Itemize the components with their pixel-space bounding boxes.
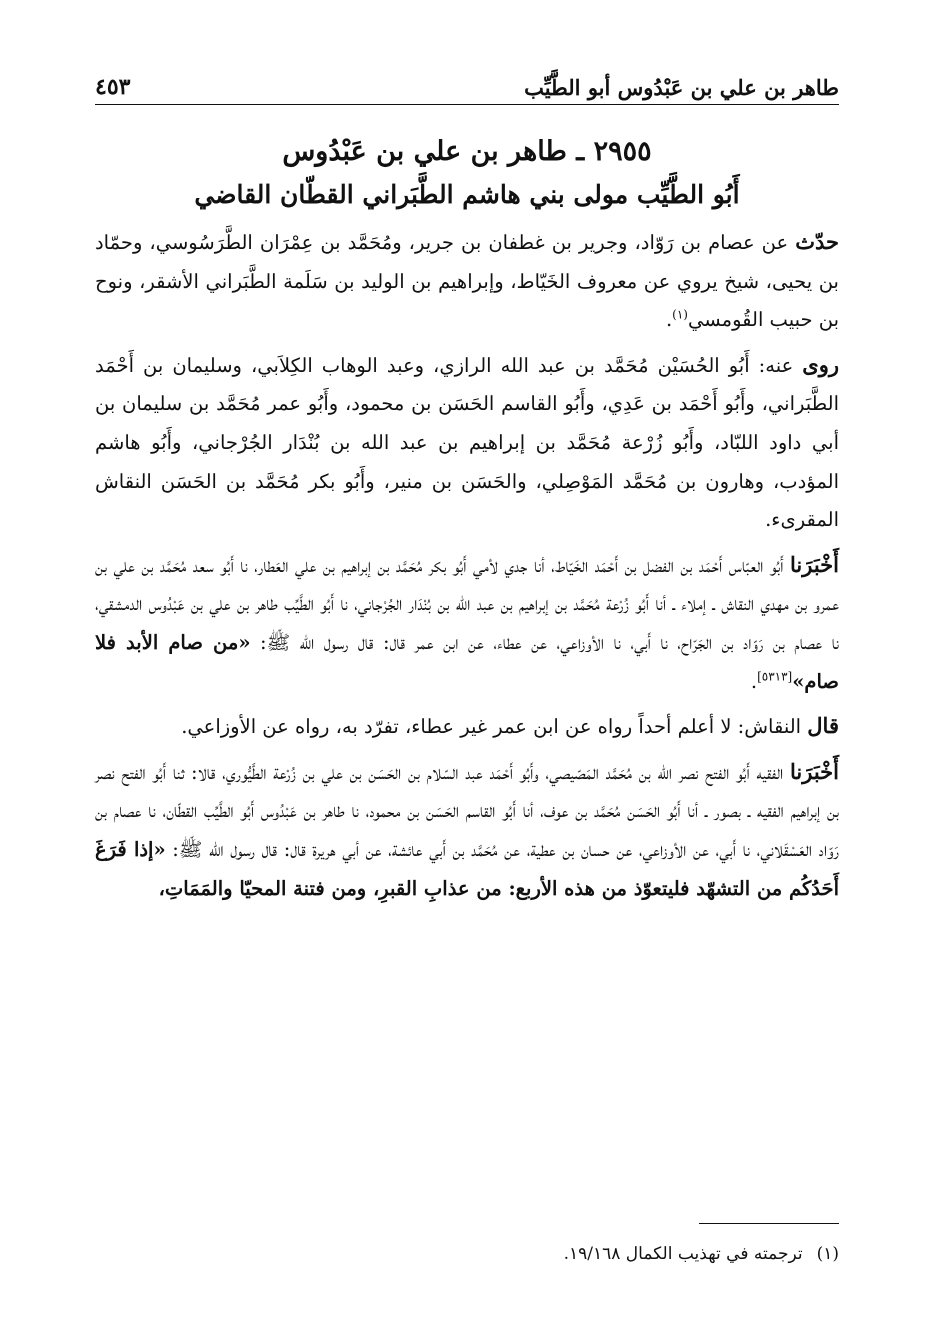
page-number: ٤٥٣ (95, 74, 131, 100)
entry-title: ٢٩٥٥ ـ طاهر بن علي بن عَبْدُوس (282, 136, 652, 167)
paragraph-text: عن عصام بن رَوّاد، وجرير بن غطفان بن جرير، ومُحَمَّد بن عِمْرَان الطَّرَسُوسي، وحمّاد بن يحيى، شيخ يروي عن معروف الخَيّاط، وإبراهيم بن الوليد بن سَلَمة الطَّبَراني الأشقر، ونوح بن حبيب القُومسي (95, 231, 839, 332)
footnote-reference: (١) (672, 307, 688, 322)
paragraph-lead: حدّث (795, 229, 839, 254)
paragraph-narrated (95, 223, 839, 340)
hadith-number: [٥٣١٣] (757, 669, 793, 684)
footnote-marker: (١) (816, 1244, 839, 1264)
footnote-text: ترجمته في تهذيب الكمال ١٩/١٦٨. (563, 1244, 803, 1264)
paragraph-lead: روى (802, 351, 839, 377)
footnote (95, 1240, 839, 1268)
paragraph-lead: أَخْبَرَنا (790, 758, 839, 784)
footnote-divider (699, 1223, 839, 1224)
paragraph-tail: . (665, 308, 673, 332)
hadith-quote: «إذا فَرَغَ أَحَدُكُم من التشهّد فليتعوّذ من هذه الأربع: من عذابِ القبرِ، ومن فتنة المحيّا والمَمَاتِ، (95, 837, 839, 900)
paragraph-narrators (95, 346, 839, 540)
running-title: طاهر بن علي بن عَبْدُوس أبو الطَّيِّب (524, 75, 839, 100)
paragraph-comment (95, 707, 839, 747)
paragraph-tail: . (750, 669, 758, 693)
paragraph-text: عنه: أَبُو الحُسَيْن مُحَمَّد بن عبد الله الرازي، وعبد الوهاب الكِلاَبي، وسليمان بن أَحْمَد الطَّبَراني، وأَبُو أَحْمَد بن عَدِي، وأَبُو القاسم الحَسَن بن محمود، وأَبُو عمر مُحَمَّد بن سليمان بن أبي داود اللبّاد، وأَبُو زُرْعة مُحَمَّد بن إبراهيم بن عبد الله بن بُنْدَار الجُرْجاني، وأَبُو هاشم المؤدب، وهارون بن مُحَمَّد المَوْصِلي، والحَسَن بن منير، وأَبُو بكر مُحَمَّد بن الحَسَن النقاش المقرىء. (95, 353, 839, 532)
paragraph-hadith-2 (95, 753, 839, 908)
entry-heading (95, 131, 839, 217)
paragraph-lead: قال (807, 713, 839, 739)
paragraph-text: الفقيه أَبُو الفتح نصر الله بن مُحَمَّد المَصّيصي، وأَبُو أَحْمَد عبد السّلام بن الحَسَن بن علي بن زُرْعة الطَّيُّوري، قالا: ثنا أَبُو الفتح نصر بن إبراهيم الفقيه ـ بصور ـ أنا أَبُو الحَسَن مُحَمَّد بن عوف، أنا أَبُو القاسم الحَسَن بن محمود، نا طاهر بن عَبْدُوس أَبُو الطَّيِّب القطّان، نا عصام بن رَوّاد العَسْقَلاني، نا أَبي، عن الأوزاعي، عن حسان بن عطية، عن مُحَمَّد بن أَبي عائشة، عن أبي هريرة قال: قال رسول الله ﷺ: (95, 760, 839, 861)
paragraph-text: أَبُو العبّاس أَحْمَد بن الفضل بن أَحْمَد الخَيّاط، أنا جدي لأمي أَبُو بكر مُحَمَّد بن إبراهيم بن علي العَطار، نا أَبُو سعد مُحَمَّد بن علي بن عمرو بن مهدي النقاش ـ إملاء ـ أنا أَبُو زُرْعة مُحَمَّد بن إبراهيم بن عبد الله بن بُنْدَار الجُرْجاني، نا أَبُو الطَّيِّب طاهر بن علي بن عَبْدُوس الدمشقي، نا عصام بن رَوّاد بن الجَرّاح، نا أَبي، نا الأوزاعي، عن عطاء، عن ابن عمر قال: قال رسول الله ﷺ: (95, 553, 839, 654)
paragraph-hadith-1 (95, 546, 839, 701)
running-header (95, 60, 839, 105)
body-text (95, 223, 839, 908)
entry-subtitle: أَبُو الطَّيِّب مولى بني هاشم الطَّبَراني القطّان القاضي (194, 180, 740, 209)
paragraph-text: النقاش: لا أعلم أحداً رواه عن ابن عمر غير عطاء، تفرّد به، رواه عن الأوزاعي. (181, 715, 808, 739)
paragraph-lead: أَخْبَرَنا (790, 551, 839, 577)
hadith-quote: «من صام الأبد فلا صام» (95, 630, 839, 693)
book-page (95, 60, 839, 1336)
